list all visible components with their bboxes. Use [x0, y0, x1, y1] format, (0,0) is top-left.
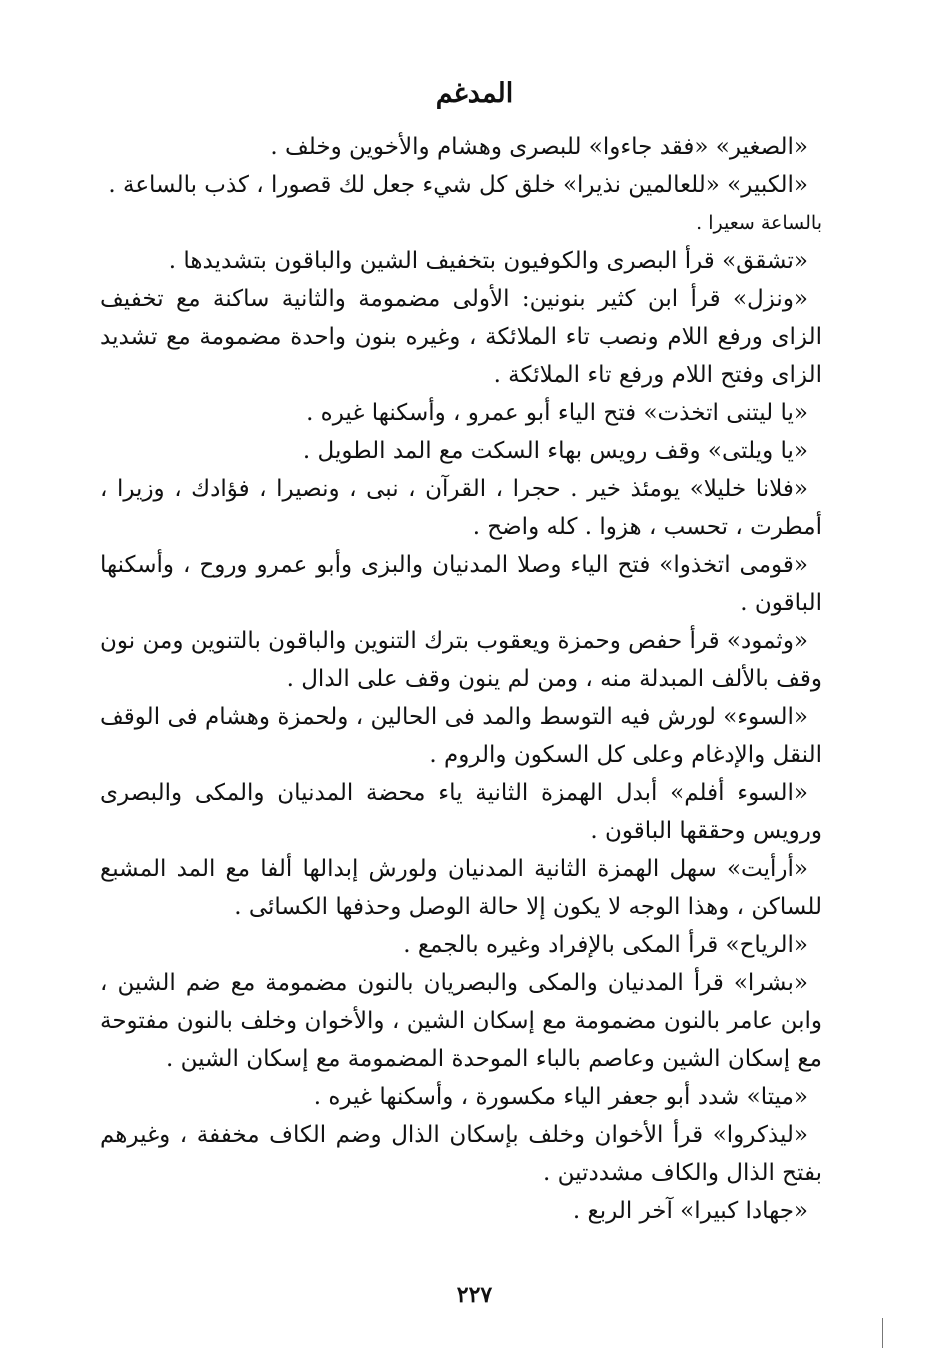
paragraph: بالساعة سعيرا .	[696, 212, 822, 234]
page-body	[100, 128, 822, 1230]
paragraph: «تشقق» قرأ البصرى والكوفيون بتخفيف الشين والباقون بتشديدها .	[168, 248, 808, 274]
paragraph: «الصغير» «فقد جاءوا» للبصرى وهشام والأخوين وخلف .	[270, 134, 808, 160]
paragraph: «ليذكروا» قرأ الأخوان وخلف بإسكان الذال وضم الكاف مخففة ، وغيرهم بفتح الذال والكاف مشددتين .	[100, 1122, 822, 1186]
paragraph: «السوء أفلم» أبدل الهمزة الثانية ياء محضة المدنيان والمكى والبصرى ورويس وحققها الباقون .	[100, 780, 822, 844]
paragraph: «بشرا» قرأ المدنيان والمكى والبصريان بالنون مضمومة مع ضم الشين ، وابن عامر بالنون مضمومة مع إسكان الشين ، والأخوان وخلف بالنون مفتوحة مع إسكان الشين وعاصم بالباء الموحدة المضمومة مع إسكان الشين .	[100, 970, 822, 1072]
paragraph: «قومى اتخذوا» فتح الياء وصلا المدنيان والبزى وأبو عمرو وروح ، وأسكنها الباقون .	[100, 552, 822, 616]
paragraph: «يا ليتنى اتخذت» فتح الياء أبو عمرو ، وأسكنها غيره .	[306, 400, 808, 426]
paragraph: «أرأيت» سهل الهمزة الثانية المدنيان ولورش إبدالها ألفا مع المد المشبع للساكن ، وهذا الوجه لا يكون إلا حالة الوصل وحذفها الكسائى .	[100, 856, 822, 920]
paragraph: «ميتا» شدد أبو جعفر الياء مكسورة ، وأسكنها غيره .	[313, 1084, 808, 1110]
paragraph: «ونزل» قرأ ابن كثير بنونين: الأولى مضمومة والثانية ساكنة مع تخفيف الزاى ورفع اللام ونصب تاء الملائكة ، وغيره بنون واحدة مضمومة مع تشديد الزاى وفتح اللام ورفع تاء الملائكة .	[100, 286, 822, 388]
page-header: المدغم	[435, 78, 514, 109]
scan-mark	[882, 1318, 883, 1348]
paragraph: «يا ويلتى» وقف رويس بهاء السكت مع المد الطويل .	[302, 438, 808, 464]
page-number: ٢٢٧	[456, 1282, 493, 1308]
paragraph: «السوء» لورش فيه التوسط والمد فى الحالين ، ولحمزة وهشام فى الوقف النقل والإدغام وعلى كل السكون والروم .	[100, 704, 822, 768]
paragraph: «الكبير» «للعالمين نذيرا» خلق كل شيء جعل لك قصورا ، كذب بالساعة .	[108, 172, 808, 198]
paragraph: «جهادا كبيرا» آخر الربع .	[572, 1198, 808, 1224]
paragraph: «الرياح» قرأ المكى بالإفراد وغيره بالجمع .	[403, 932, 808, 958]
paragraph: «وثمود» قرأ حفص وحمزة ويعقوب بترك التنوين والباقون بالتنوين ومن نون وقف بالألف المبدلة منه ، ومن لم ينون وقف على الدال .	[100, 628, 822, 692]
paragraph: «فلانا خليلا» يومئذ خير . حجرا ، القرآن ، نبى ، ونصيرا ، فؤادك ، وزيرا ، أمطرت ، تحسب ، هزوا . كله واضح .	[100, 476, 822, 540]
